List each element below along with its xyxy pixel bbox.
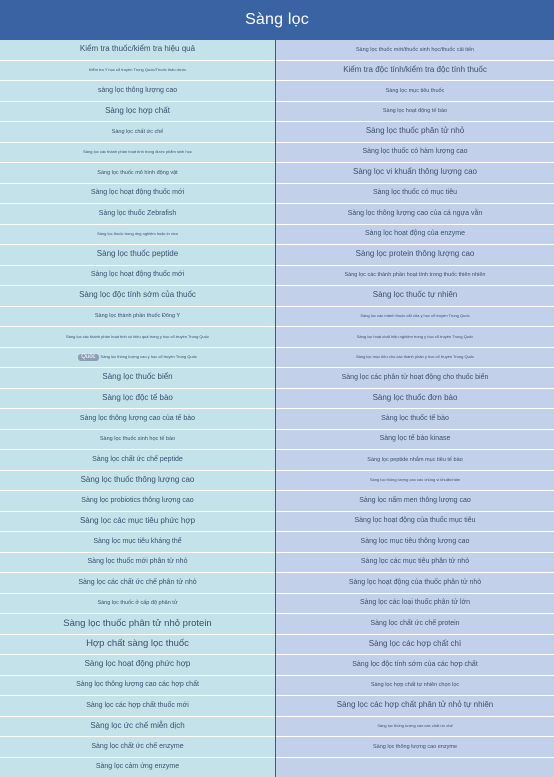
right-screening-item[interactable] <box>276 102 554 123</box>
screening-item-label: Sàng lọc thuốc biển <box>102 372 173 382</box>
right-screening-item[interactable] <box>276 717 554 738</box>
right-screening-item[interactable] <box>276 389 554 410</box>
screening-item-label: Sàng lọc các thành phần hoạt tính có hiệu quả trong y học cổ truyền Trung Quốc <box>66 333 209 339</box>
screening-item-label: Sàng lọc các mảnh thuốc cắt của y học cổ truyền Trung Quốc <box>360 313 470 319</box>
screening-item-label: Sàng lọc ức chế miễn dịch <box>90 720 185 730</box>
left-screening-item[interactable] <box>0 327 275 348</box>
right-screening-item[interactable] <box>276 348 554 369</box>
right-screening-item[interactable] <box>276 450 554 471</box>
screening-item-label: Sàng lọc thuốc thông lượng cao <box>80 474 195 484</box>
right-screening-item[interactable] <box>276 81 554 102</box>
right-screening-item[interactable] <box>276 225 554 246</box>
screening-item-label: Sàng lọc thông lượng cao enzyme <box>372 743 458 750</box>
left-screening-item[interactable] <box>0 348 275 369</box>
left-screening-item[interactable] <box>0 737 275 758</box>
right-screening-item[interactable] <box>276 676 554 697</box>
right-screening-item[interactable] <box>276 758 554 777</box>
screening-item-label: Sàng lọc hoạt động của thuốc phân tử nhỏ <box>348 578 482 586</box>
screening-item-label: Sàng lọc hoạt động của thuốc mục tiêu <box>354 517 476 525</box>
screening-item-label: Sàng lọc thuốc mới/thuốc sinh học/thuốc cải tiến <box>355 46 475 53</box>
screening-item-label: Sàng lọc thông lượng cao của tế bào <box>79 414 196 422</box>
left-screening-item[interactable] <box>0 491 275 512</box>
right-screening-item[interactable] <box>276 266 554 287</box>
left-screening-item[interactable] <box>0 676 275 697</box>
left-screening-item[interactable] <box>0 696 275 717</box>
right-screening-item[interactable] <box>276 40 554 61</box>
screening-item-label: Sàng lọc các mục tiêu phức hợp <box>79 515 196 525</box>
left-screening-item[interactable] <box>0 573 275 594</box>
left-screening-item[interactable] <box>0 635 275 656</box>
right-screening-item[interactable] <box>276 184 554 205</box>
screening-item-label: Sàng lọc vi khuẩn thông lượng cao <box>352 167 477 177</box>
right-screening-item[interactable] <box>276 491 554 512</box>
screening-item-label: Sàng lọc cảm ứng enzyme <box>95 763 180 771</box>
screening-item-label: Sàng lọc hợp chất tự nhiên chọn lọc <box>370 682 460 689</box>
right-screening-item[interactable] <box>276 430 554 451</box>
left-screening-item[interactable] <box>0 368 275 389</box>
screening-item-label: Sàng lọc peptide nhắm mục tiêu tế bào <box>367 456 463 463</box>
screening-item-label: Sàng lọc thuốc trong ống nghiệm hoặc in vivo <box>97 231 178 237</box>
screening-item-label: Sàng lọc probiotics thông lượng cao <box>81 496 194 504</box>
screening-item-label: Sàng lọc các loại thuốc phân tử lớn <box>359 599 471 607</box>
screening-item-label: Sàng lọc hoạt động thuốc mới <box>90 271 185 279</box>
screening-item-label: Sàng lọc các hợp chất phân tử nhỏ tự nhiên <box>336 700 494 710</box>
page-title: Sàng lọc <box>245 11 309 28</box>
screening-item-label: Sàng lọc chất ức chế peptide <box>92 455 183 463</box>
left-screening-item[interactable] <box>0 122 275 143</box>
screening-item-label: Sàng lọc thuốc phân tử nhỏ protein <box>63 617 212 629</box>
right-screening-item[interactable] <box>276 614 554 635</box>
page-header <box>0 0 554 40</box>
screening-item-label: Sàng lọc thành phần thuốc Đông Y <box>94 313 181 320</box>
screening-item-label: Sàng lọc các thành phần hoạt tính trong được phẩm sinh học <box>83 149 192 155</box>
right-screening-item[interactable] <box>276 635 554 656</box>
left-column <box>0 40 276 777</box>
screening-item-label: Sàng lọc thuốc tế bào <box>381 414 449 422</box>
screening-item-label: Sàng lọc thuốc sinh học tế bào <box>99 436 176 443</box>
left-screening-item[interactable] <box>0 758 275 777</box>
screening-item-label: Sàng lọc thuốc mới phân tử nhỏ <box>87 558 188 566</box>
right-screening-item[interactable] <box>276 553 554 574</box>
left-screening-item[interactable] <box>0 553 275 574</box>
right-screening-item[interactable] <box>276 368 554 389</box>
left-screening-item[interactable] <box>0 225 275 246</box>
left-screening-item[interactable] <box>0 450 275 471</box>
screening-item-label: Sàng lọc thuốc tự nhiên <box>372 290 458 300</box>
screening-item-label: Sàng lọc các hợp chất thuốc mới <box>86 701 189 709</box>
screening-item-label: Sàng lọc thuốc có mục tiêu <box>372 189 458 197</box>
screening-item-label: Sàng lọc mục tiêu cho các thành phần y học cổ truyền Trung Quốc <box>355 354 475 360</box>
screening-item-label: Sàng lọc thuốc Zebrafish <box>98 209 177 217</box>
left-screening-item[interactable] <box>0 471 275 492</box>
screening-item-label: Hợp chất sàng lọc thuốc <box>86 638 189 650</box>
left-screening-item[interactable] <box>0 204 275 225</box>
screening-item-label: Sàng lọc thuốc mô hình động vật <box>97 169 178 176</box>
screening-item-label: Sàng lọc thuốc đơn bào <box>372 392 458 402</box>
screening-item-label: Sàng lọc mục tiêu kháng thể <box>93 537 182 545</box>
left-screening-item[interactable] <box>0 532 275 553</box>
left-screening-item[interactable] <box>0 286 275 307</box>
right-screening-item[interactable] <box>276 122 554 143</box>
screening-item-label: Sàng lọc thông lượng cao của cá ngựa vằn <box>347 209 483 217</box>
right-screening-item[interactable] <box>276 245 554 266</box>
screening-item-label: Sàng lọc hoạt động của enzyme <box>364 230 465 238</box>
screening-item-label: Sàng lọc các mục tiêu phân tử nhỏ <box>360 558 470 566</box>
screening-item-label: Sàng lọc hợp chất <box>105 105 170 115</box>
left-screening-item[interactable] <box>0 163 275 184</box>
screening-item-label: Sàng lọc các hợp chất chì <box>368 638 462 648</box>
right-screening-item[interactable] <box>276 594 554 615</box>
screening-item-label: sàng lọc thông lượng cao <box>97 86 178 94</box>
screening-item-label: Kiểm tra thuốc/kiểm tra hiệu quả <box>79 44 196 54</box>
right-screening-item[interactable] <box>276 532 554 553</box>
label-badge: Quốc <box>78 354 98 361</box>
right-screening-item[interactable] <box>276 204 554 225</box>
right-screening-item[interactable] <box>276 696 554 717</box>
screening-item-label: Kiểm tra Y học cổ truyền Trung Quốc/Thuốc thảo dược <box>88 67 187 73</box>
screening-item-label: Sàng lọc thuốc peptide <box>96 249 179 259</box>
left-screening-item[interactable] <box>0 614 275 635</box>
screening-item-label: Sàng lọc nấm men thông lượng cao <box>359 496 471 504</box>
left-screening-item[interactable] <box>0 143 275 164</box>
left-screening-item[interactable] <box>0 307 275 328</box>
left-screening-item[interactable] <box>0 266 275 287</box>
screening-item-label: Kiểm tra độc tính/kiểm tra độc tính thuốc <box>343 64 487 74</box>
left-screening-item[interactable] <box>0 409 275 430</box>
right-screening-item[interactable] <box>276 327 554 348</box>
left-screening-item[interactable] <box>0 245 275 266</box>
left-screening-item[interactable] <box>0 102 275 123</box>
right-screening-item[interactable] <box>276 471 554 492</box>
screening-item-label: Sàng lọc hoạt động tế bào <box>382 108 448 115</box>
right-screening-item[interactable] <box>276 307 554 328</box>
screening-item-label: Sàng lọc chất ức chế protein <box>370 619 460 627</box>
right-screening-item[interactable] <box>276 512 554 533</box>
screening-item-label: Sàng lọc mục tiêu thông lượng cao <box>360 537 470 545</box>
right-screening-item[interactable] <box>276 163 554 184</box>
left-screening-item[interactable] <box>0 430 275 451</box>
right-screening-item[interactable] <box>276 286 554 307</box>
screening-item-label: Sàng lọc hoạt chất hiệu nghiệm trong y học cổ truyền Trung Quốc <box>356 333 474 339</box>
left-screening-item[interactable] <box>0 40 275 61</box>
right-screening-item[interactable] <box>276 655 554 676</box>
screening-item-label: Sàng lọc hoạt động thuốc mới <box>90 189 185 197</box>
left-screening-item[interactable] <box>0 655 275 676</box>
screening-item-label: Sàng lọc độc tính sớm của thuốc <box>79 290 196 300</box>
left-screening-item[interactable] <box>0 81 275 102</box>
screening-item-label: Sàng lọc mục tiêu thuốc <box>385 87 445 94</box>
screening-item-label: Sàng lọc hoạt động phức hợp <box>84 659 191 669</box>
screening-item-label: Sàng lọc độc tế bào <box>102 392 173 402</box>
left-screening-item[interactable] <box>0 184 275 205</box>
screening-item-label: Sàng lọc thuốc có hàm lượng cao <box>362 148 468 156</box>
left-screening-item[interactable] <box>0 717 275 738</box>
left-screening-item[interactable] <box>0 594 275 615</box>
right-screening-item[interactable] <box>276 409 554 430</box>
screening-item-label: Sàng lọc tế bào kinase <box>379 435 451 443</box>
screening-item-label: Sàng lọc protein thông lượng cao <box>355 249 475 259</box>
left-screening-item[interactable] <box>0 389 275 410</box>
right-screening-item[interactable] <box>276 143 554 164</box>
screening-item-label: Sàng lọc độc tính sớm của các hợp chất <box>352 660 478 668</box>
screening-item-label: Sàng lọc các phân tử hoạt động cho thuốc biển <box>341 373 489 381</box>
right-column <box>276 40 554 777</box>
right-screening-item[interactable] <box>276 573 554 594</box>
screening-item-label: Sàng lọc thuốc ở cấp độ phân tử <box>97 600 178 607</box>
screening-item-label: Sàng lọc thông lượng cao các hợp chất <box>76 681 199 689</box>
left-screening-item[interactable] <box>0 61 275 82</box>
screening-grid <box>0 40 554 777</box>
right-screening-item[interactable] <box>276 61 554 82</box>
screening-item-label: Sàng lọc thông lượng cao y học cổ truyền Trung Quốc <box>100 354 197 360</box>
screening-item-label: Sàng lọc các thành phần hoạt tính trong thuốc thiên nhiên <box>344 272 486 279</box>
right-screening-item[interactable] <box>276 737 554 758</box>
screening-item-label: Sàng lọc chất ức chế <box>111 128 164 135</box>
screening-item-label: Sàng lọc thông lượng cao các chất ức chế <box>377 723 453 729</box>
screening-item-label: Sàng lọc chất ức chế enzyme <box>91 742 184 750</box>
screening-item-label: Sàng lọc thông lượng cao các chủng vi khuẩn/nấm <box>369 477 461 483</box>
screening-item-label: Sàng lọc thuốc phân tử nhỏ <box>365 126 465 136</box>
screening-item-label: Sàng lọc các chất ức chế phân tử nhỏ <box>78 578 197 586</box>
left-screening-item[interactable] <box>0 512 275 533</box>
